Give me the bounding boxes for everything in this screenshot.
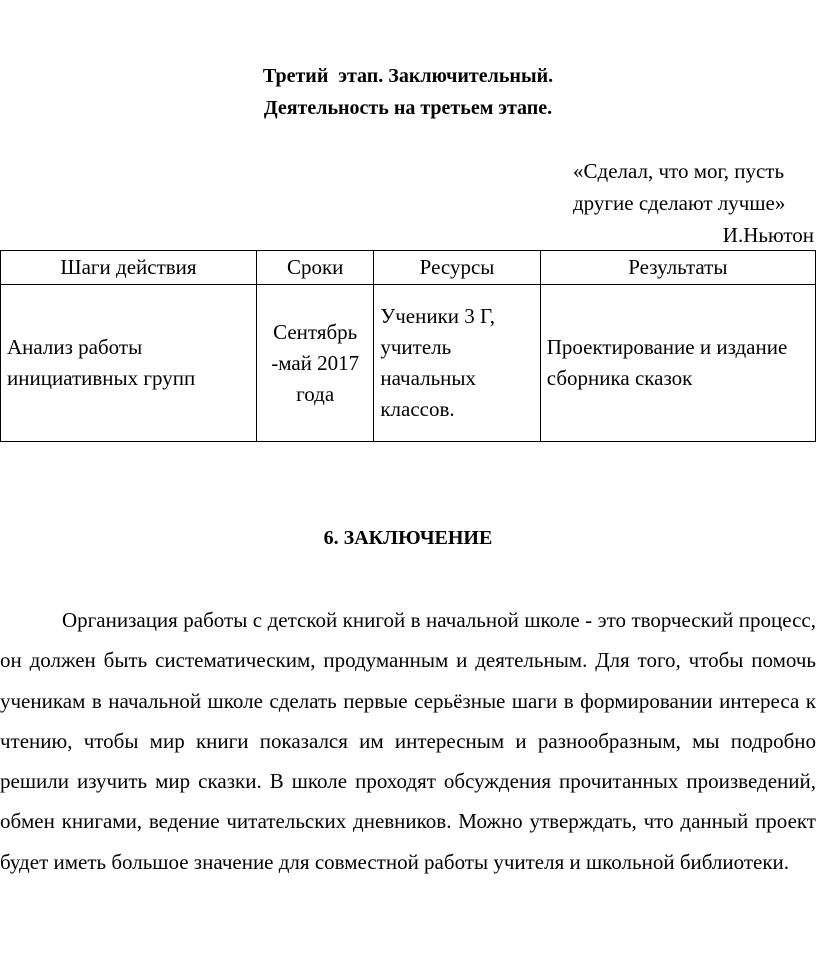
cell-term: Сентябрь -май 2017 года (257, 285, 374, 442)
column-header-resources: Ресурсы (374, 251, 540, 285)
conclusion-title: 6. ЗАКЛЮЧЕНИЕ (323, 527, 493, 549)
cell-results: Проектирование и издание сборника сказок (540, 285, 815, 442)
conclusion-paragraph: Организация работы с детской книгой в начальной школе - это творческий процесс, он должен быть систематическим, продуманным и деятельным. Для того, чтобы помочь ученикам в начальной школе сделать первые серьёзные шаги в формировании интереса к чтению, чтобы мир книги показался им интересным и разнообразным, мы подробно решили изучить мир сказки. В школе проходят обсуждения прочитанных произведений, обмен книгами, ведение читательских дневников. Можно утверждать, что данный проект будет иметь большое значение для совместной работы учителя и школьной библиотеки. (0, 608, 816, 874)
table-row (1, 285, 816, 442)
stage-plan-table (0, 250, 816, 442)
stage-subtitle: Деятельность на третьем этапе. (263, 97, 553, 119)
table-header-row (1, 251, 816, 285)
column-header-steps: Шаги действия (1, 251, 257, 285)
column-header-results: Результаты (540, 251, 815, 285)
epigraph (514, 155, 814, 251)
epigraph-author: И.Ньютон (722, 223, 814, 247)
column-header-terms: Сроки (257, 251, 374, 285)
cell-step: Анализ работы инициативных групп (1, 285, 257, 442)
stage-title: Третий этап. Заключительный. (262, 65, 554, 87)
epigraph-line: «Сделал, что мог, пусть (573, 159, 785, 183)
cell-resources: Ученики 3 Г, учитель начальных классов. (374, 285, 540, 442)
epigraph-line: другие сделают лучше» (573, 191, 786, 215)
